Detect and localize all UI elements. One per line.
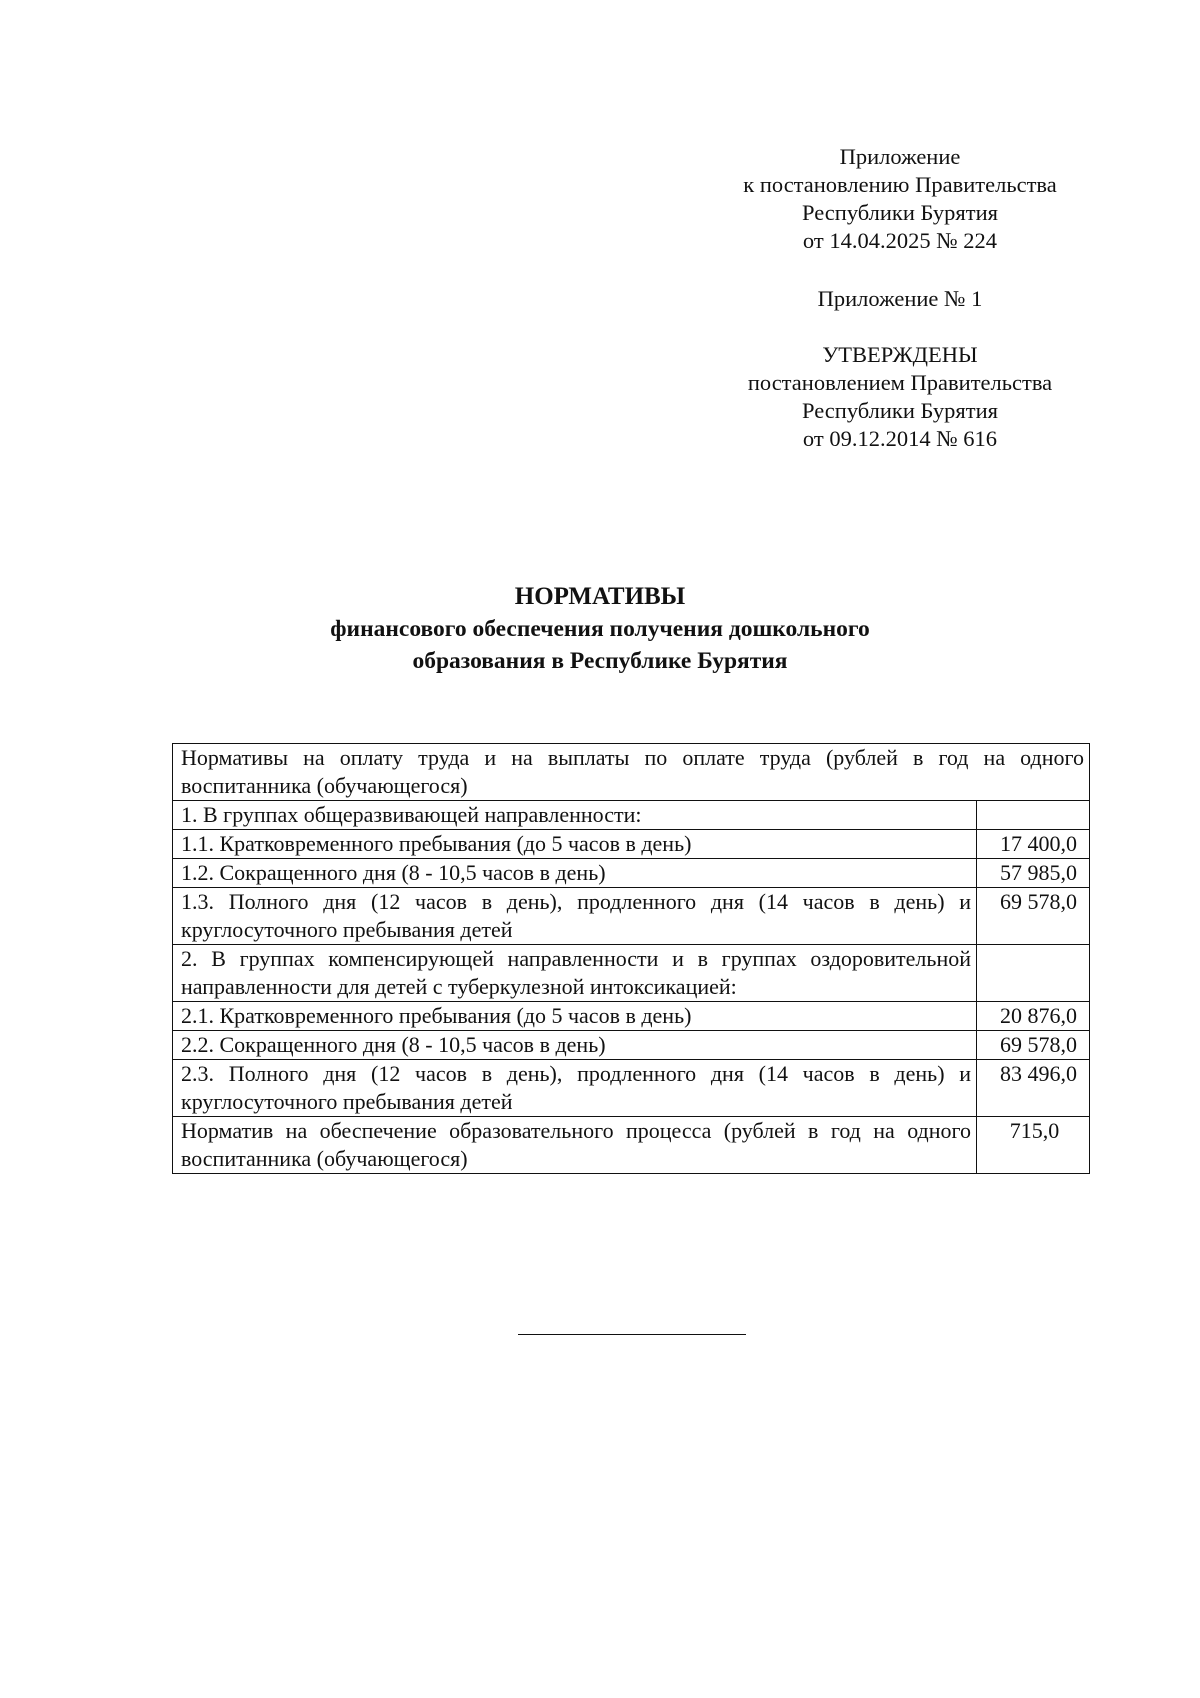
table-row	[173, 888, 1090, 945]
row-value: 20 876,0	[977, 1002, 1090, 1031]
row-description: 1.1. Кратковременного пребывания (до 5 часов в день)	[173, 830, 977, 859]
row-value: 17 400,0	[977, 830, 1090, 859]
row-description: 2. В группах компенсирующей направленности и в группах оздоровительной направленности для детей с туберкулезной интоксикацией:	[173, 945, 977, 1002]
end-of-document-divider	[518, 1334, 746, 1335]
row-value: 715,0	[977, 1117, 1090, 1174]
approval-stamp-text	[700, 341, 1100, 453]
table-row	[173, 859, 1090, 888]
table-row	[173, 1002, 1090, 1031]
row-value: 69 578,0	[977, 1031, 1090, 1060]
table-header-row	[173, 744, 1090, 801]
row-value: 83 496,0	[977, 1060, 1090, 1117]
appendix-header	[700, 143, 1100, 255]
appendix-line-1: Приложение	[839, 144, 961, 169]
row-description: 1.3. Полного дня (12 часов в день), продленного дня (14 часов в день) и круглосуточного пребывания детей	[173, 888, 977, 945]
table-row	[173, 801, 1090, 830]
title-line-1: НОРМАТИВЫ	[514, 583, 686, 610]
row-description: 2.2. Сокращенного дня (8 - 10,5 часов в день)	[173, 1031, 977, 1060]
table-row	[173, 1060, 1090, 1117]
title-line-2: финансового обеспечения получения дошкольного	[330, 616, 870, 642]
appendix-line-4: от 14.04.2025 № 224	[802, 228, 998, 253]
row-value	[977, 801, 1090, 830]
table-header-cell: Нормативы на оплату труда и на выплаты по оплате труда (рублей в год на одного воспитанника (обучающегося)	[173, 744, 1090, 801]
table-row	[173, 830, 1090, 859]
appendix-line-2: к постановлению Правительства	[743, 172, 1057, 197]
approved-line-2: постановлением Правительства	[747, 370, 1053, 395]
approved-line-3: Республики Бурятия	[802, 398, 998, 423]
row-value: 57 985,0	[977, 859, 1090, 888]
row-description: 1.2. Сокращенного дня (8 - 10,5 часов в день)	[173, 859, 977, 888]
title-line-3: образования в Республике Бурятия	[412, 648, 788, 674]
table-row	[173, 1117, 1090, 1174]
document-title	[0, 581, 1200, 677]
appendix-number-text: Приложение № 1	[817, 286, 983, 311]
approved-line-4: от 09.12.2014 № 616	[802, 426, 998, 451]
table-row	[173, 1031, 1090, 1060]
norms-table	[172, 743, 1090, 1174]
table-row	[173, 945, 1090, 1002]
approved-line-1: УТВЕРЖДЕНЫ	[822, 342, 978, 367]
row-description: 2.1. Кратковременного пребывания (до 5 часов в день)	[173, 1002, 977, 1031]
row-description: 2.3. Полного дня (12 часов в день), продленного дня (14 часов в день) и круглосуточного пребывания детей	[173, 1060, 977, 1117]
row-description: Норматив на обеспечение образовательного процесса (рублей в год на одного воспитанника (обучающегося)	[173, 1117, 977, 1174]
row-value	[977, 945, 1090, 1002]
appendix-line-3: Республики Бурятия	[802, 200, 998, 225]
row-description: 1. В группах общеразвивающей направленности:	[173, 801, 977, 830]
row-value: 69 578,0	[977, 888, 1090, 945]
appendix-number	[700, 285, 1100, 313]
